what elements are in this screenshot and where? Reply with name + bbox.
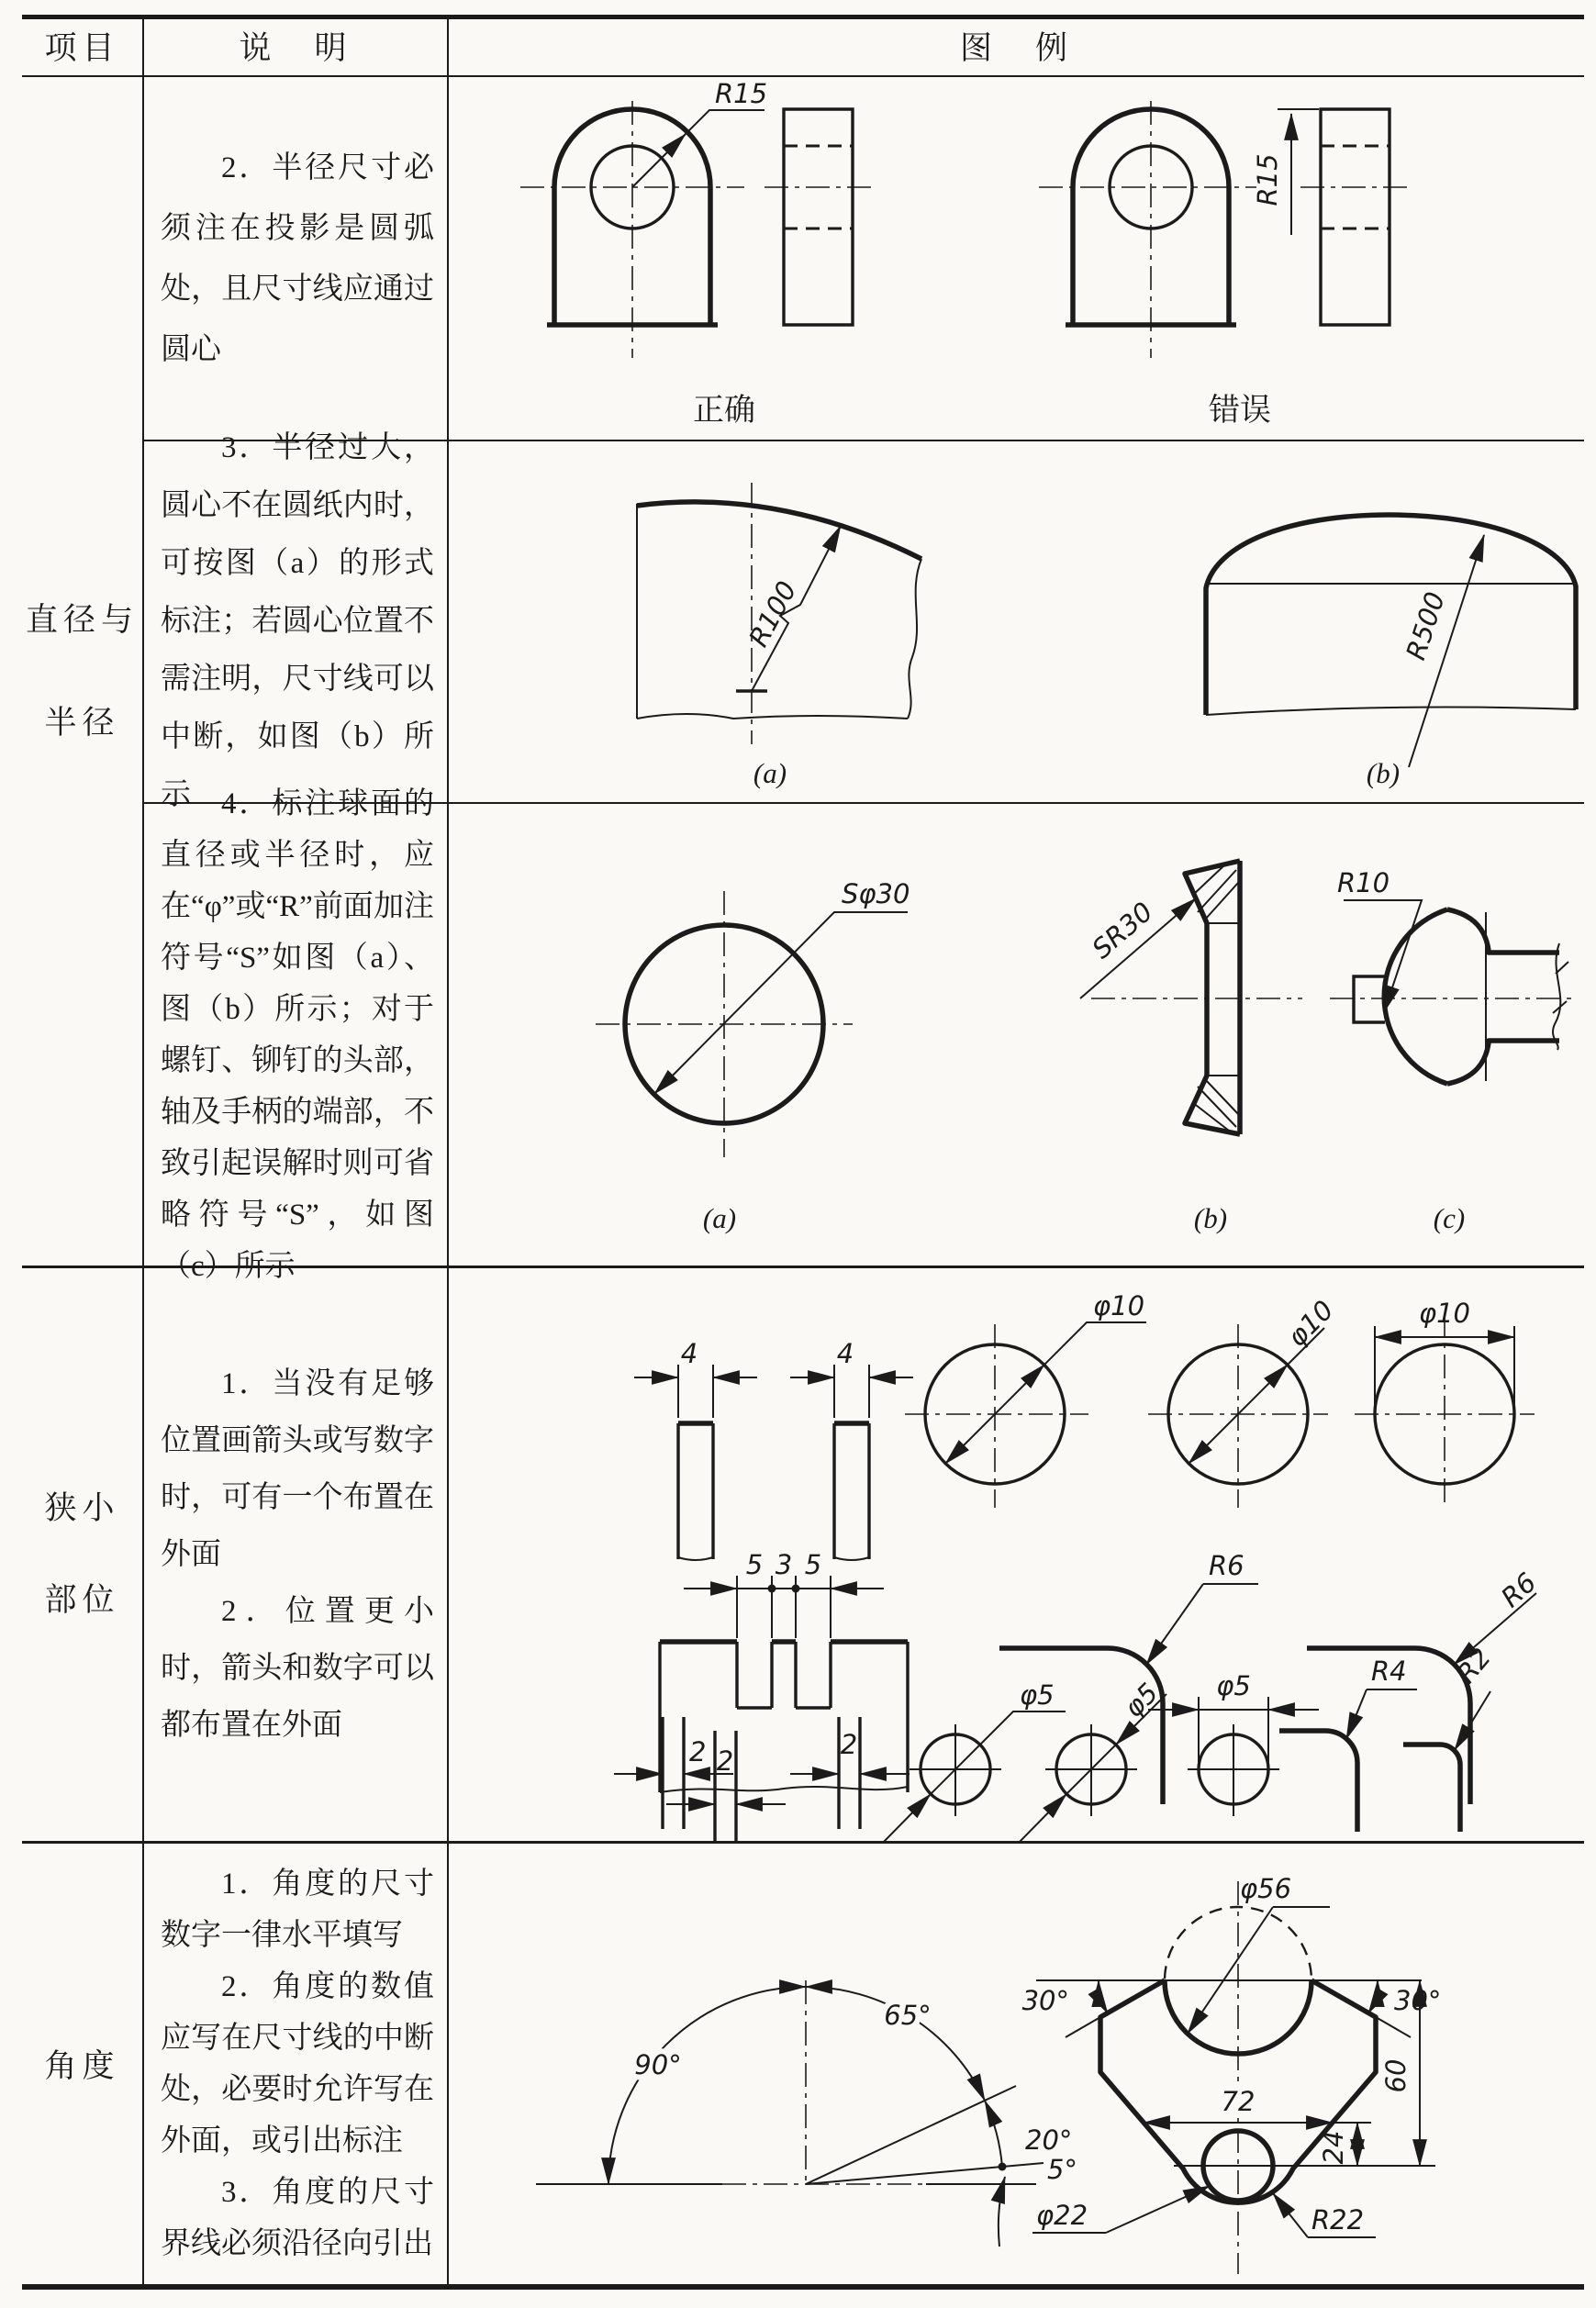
circle-phi10-leader-slanted	[1148, 1294, 1340, 1508]
note-paragraph: 3．半径过大，圆心不在圆纸内时，可按图（a）的形式标注；若圆心位置不需注明，尺寸线可以中断，如图（b）所示	[161, 431, 434, 811]
angle-label-20: 20°	[1025, 2124, 1073, 2156]
caption-sub-a: (a)	[702, 1202, 737, 1234]
col-header-description: 说 明	[239, 30, 352, 66]
dim-label-r10: R10	[1337, 867, 1390, 898]
caption-correct: 正确	[693, 394, 755, 428]
note-paragraph: 1．角度的尺寸数字一律水平填写	[161, 1867, 434, 1952]
large-radius-b-view	[1206, 515, 1576, 789]
screw-head-c-view	[1330, 867, 1578, 1234]
item-label-line: 狭小	[44, 1489, 120, 1526]
note-paragraph: 2．半径尺寸必须注在投影是圆弧处，且尺寸线应通过圆心	[161, 151, 434, 366]
thin-gap-dim2-third	[790, 1717, 910, 1829]
fillet-r6-slanted-label	[1307, 1567, 1542, 1804]
circle-phi10-dim-above	[1355, 1298, 1535, 1508]
item-label-line: 部位	[44, 1581, 120, 1618]
dim-label-24: 24	[1318, 2130, 1349, 2165]
dim-label-phi22: φ22	[1036, 2200, 1088, 2231]
caption-wrong: 错误	[1209, 394, 1271, 428]
figure-radius-correct-wrong	[449, 77, 1584, 440]
caption-sub-b: (b)	[1193, 1202, 1228, 1234]
dim-label-sphi30: Sφ30	[842, 878, 910, 909]
dim-label-4: 4	[680, 1338, 698, 1369]
dim-label-r6: R6	[1494, 1567, 1543, 1614]
protractor-angles-view	[536, 1980, 1077, 2247]
item-label-line: 角度	[44, 2047, 120, 2084]
dim-label-r22: R22	[1311, 2204, 1365, 2236]
col-header-item: 项目	[44, 30, 120, 66]
note-cell-radius-rule2	[144, 77, 447, 440]
dim-label-r15-wrong: R15	[1252, 153, 1283, 206]
caption-sub-a: (a)	[753, 757, 787, 789]
note-cell-radius-rule3	[144, 431, 447, 811]
caption-sub-b: (b)	[1366, 757, 1401, 789]
dim-label-sr30: SR30	[1086, 896, 1159, 965]
circle-phi10-leader-inside	[905, 1290, 1146, 1508]
note-paragraph: 2．位置更小时，箭头和数字可以都布置在外面	[161, 1594, 434, 1742]
wrong-side-view	[1252, 109, 1411, 325]
caption-sub-c: (c)	[1433, 1202, 1466, 1234]
dim-label-phi10: φ10	[1418, 1298, 1471, 1329]
angle-label-65: 65°	[884, 2000, 932, 2031]
item-label-angle	[22, 1843, 142, 2284]
dim-label-phi10: φ10	[1093, 1290, 1145, 1321]
dim-label-5: 5	[745, 1549, 764, 1580]
item-label-line: 半径	[44, 704, 120, 741]
note-cell-angle	[144, 1843, 447, 2284]
dim-label-r15: R15	[715, 78, 768, 109]
figure-sphere-dimensioning	[449, 804, 1584, 1265]
large-radius-a-view	[637, 483, 921, 789]
dim-label-phi5: φ5	[1117, 1677, 1165, 1723]
note-paragraph: 3．角度的尺寸界线必须沿径向引出	[161, 2175, 434, 2260]
item-label-diameter-radius	[22, 77, 142, 1265]
dim-label-2: 2	[689, 1736, 707, 1767]
wrong-front-view	[1039, 101, 1256, 358]
narrow-slab-dim4-first	[634, 1338, 757, 1560]
narrow-slab-dim4-second	[790, 1338, 913, 1560]
dim-label-phi10: φ10	[1280, 1294, 1340, 1353]
dim-label-phi56: φ56	[1240, 1873, 1292, 1904]
table-border-bottom	[22, 2284, 1584, 2290]
dim-label-3: 3	[775, 1549, 793, 1580]
figure-narrow-parts	[449, 1267, 1584, 1841]
angle-label-5: 5°	[1047, 2154, 1077, 2185]
sphere-a-view	[596, 878, 910, 1234]
correct-side-view	[765, 109, 873, 325]
bracket-part-view	[1022, 1873, 1442, 2274]
item-label-narrow-parts	[22, 1267, 142, 1841]
dim-label-2: 2	[716, 1745, 734, 1777]
note-cell-narrow-parts	[144, 1267, 447, 1841]
dim-label-phi5: φ5	[1216, 1670, 1251, 1701]
correct-front-view	[520, 78, 767, 358]
dim-label-4: 4	[836, 1338, 854, 1369]
angle-label-30-left: 30°	[1021, 1985, 1069, 2016]
col-header-example: 图 例	[959, 30, 1073, 66]
dim-label-72: 72	[1221, 2086, 1256, 2117]
note-paragraph: 2．角度的数值应写在尺寸线的中断处，必要时允许写在外面，或引出标注	[161, 1969, 434, 2157]
dim-label-phi5: φ5	[1020, 1679, 1055, 1711]
note-paragraph: 1．当没有足够位置画箭头或写数字时，可有一个布置在外面	[161, 1366, 434, 1571]
note-cell-sphere-rule4	[144, 786, 447, 1283]
sphere-b-view	[1080, 861, 1302, 1234]
angle-label-30-right: 30°	[1394, 1985, 1442, 2016]
dim-label-60: 60	[1380, 2058, 1412, 2093]
dim-label-r2: R2	[1450, 1642, 1498, 1689]
figure-large-radius	[449, 441, 1584, 802]
angle-label-90: 90°	[634, 2049, 682, 2080]
dim-label-2: 2	[840, 1729, 858, 1760]
dim-label-r4: R4	[1371, 1656, 1407, 1687]
small-fillet-r4	[1279, 1656, 1417, 1832]
dim-label-r100: R100	[742, 575, 803, 652]
dim-label-r500: R500	[1400, 587, 1451, 664]
figure-angle-dimensioning	[449, 1843, 1584, 2284]
dim-label-5: 5	[804, 1549, 822, 1580]
note-paragraph: 4．标注球面的直径或半径时，应在“φ”或“R”前面加注符号“S”如图（a）、图（b）所示；对于螺钉、铆钉的头部，轴及手柄的端部，不致引起误解时则可省略符号“S”，如图（c）所示	[161, 786, 434, 1283]
dim-label-r6: R6	[1209, 1550, 1244, 1581]
small-circle-phi5-dim-above	[1148, 1670, 1319, 1816]
small-fillet-r2	[1403, 1642, 1497, 1832]
item-label-line: 直径与	[25, 601, 139, 638]
